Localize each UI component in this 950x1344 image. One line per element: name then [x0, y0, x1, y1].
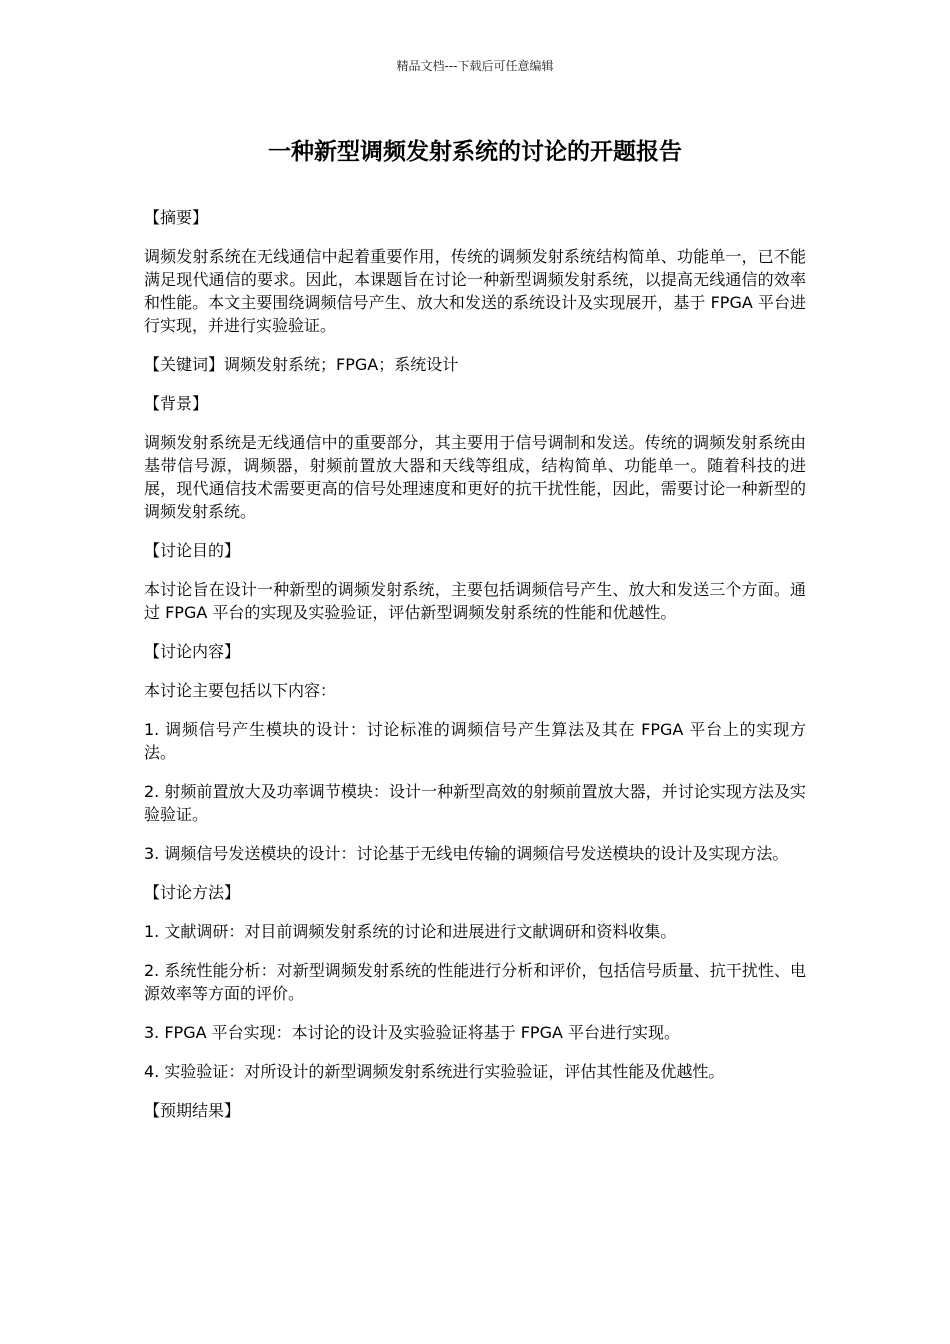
- method-heading: 【讨论方法】: [144, 883, 241, 902]
- content-heading: 【讨论内容】: [144, 642, 241, 661]
- method-item-2: 2. 系统性能分析：对新型调频发射系统的性能进行分析和评价，包括信号质量、抗干扰性、电源效率等方面的评价。: [144, 961, 806, 1003]
- keywords-line: 【关键词】调频发射系统；FPGA；系统设计: [144, 355, 459, 374]
- method-item-3: 3. FPGA 平台实现：本讨论的设计及实验验证将基于 FPGA 平台进行实现。: [144, 1023, 681, 1042]
- content-item-1: 1. 调频信号产生模块的设计：讨论标准的调频信号产生算法及其在 FPGA 平台上的实现方法。: [144, 720, 806, 762]
- background-heading: 【背景】: [144, 394, 209, 413]
- purpose-heading: 【讨论目的】: [144, 541, 241, 560]
- abstract-heading: 【摘要】: [144, 208, 209, 227]
- purpose-text: 本讨论旨在设计一种新型的调频发射系统，主要包括调频信号产生、放大和发送三个方面。通过 FPGA 平台的实现及实验验证，评估新型调频发射系统的性能和优越性。: [144, 580, 806, 622]
- background-text: 调频发射系统是无线通信中的重要部分，其主要用于信号调制和发送。传统的调频发射系统由基带信号源，调频器，射频前置放大器和天线等组成，结构简单、功能单一。随着科技的进展，现代通信技术需要更高的信号处理速度和更好的抗干扰性能，因此，需要讨论一种新型的调频发射系统。: [144, 433, 806, 521]
- document-body: [144, 206, 806, 1138]
- content-item-3: 3. 调频信号发送模块的设计：讨论基于无线电传输的调频信号发送模块的设计及实现方法。: [144, 844, 789, 863]
- content-intro: 本讨论主要包括以下内容：: [144, 681, 337, 700]
- method-item-1: 1. 文献调研：对目前调频发射系统的讨论和进展进行文献调研和资料收集。: [144, 922, 677, 941]
- results-heading: 【预期结果】: [144, 1101, 241, 1120]
- document-title: 一种新型调频发射系统的讨论的开题报告: [268, 139, 682, 165]
- abstract-text: 调频发射系统在无线通信中起着重要作用，传统的调频发射系统结构简单、功能单一，已不能满足现代通信的要求。因此，本课题旨在讨论一种新型调频发射系统，以提高无线通信的效率和性能。本文主要围绕调频信号产生、放大和发送的系统设计及实现展开，基于 FPGA 平台进行实现，并进行实验验证。: [144, 247, 806, 335]
- header-note: 精品文档---下载后可任意编辑: [396, 59, 554, 73]
- method-item-4: 4. 实验验证：对所设计的新型调频发射系统进行实验验证，评估其性能及优越性。: [144, 1062, 725, 1081]
- content-item-2: 2. 射频前置放大及功率调节模块：设计一种新型高效的射频前置放大器，并讨论实现方法及实验验证。: [144, 782, 806, 824]
